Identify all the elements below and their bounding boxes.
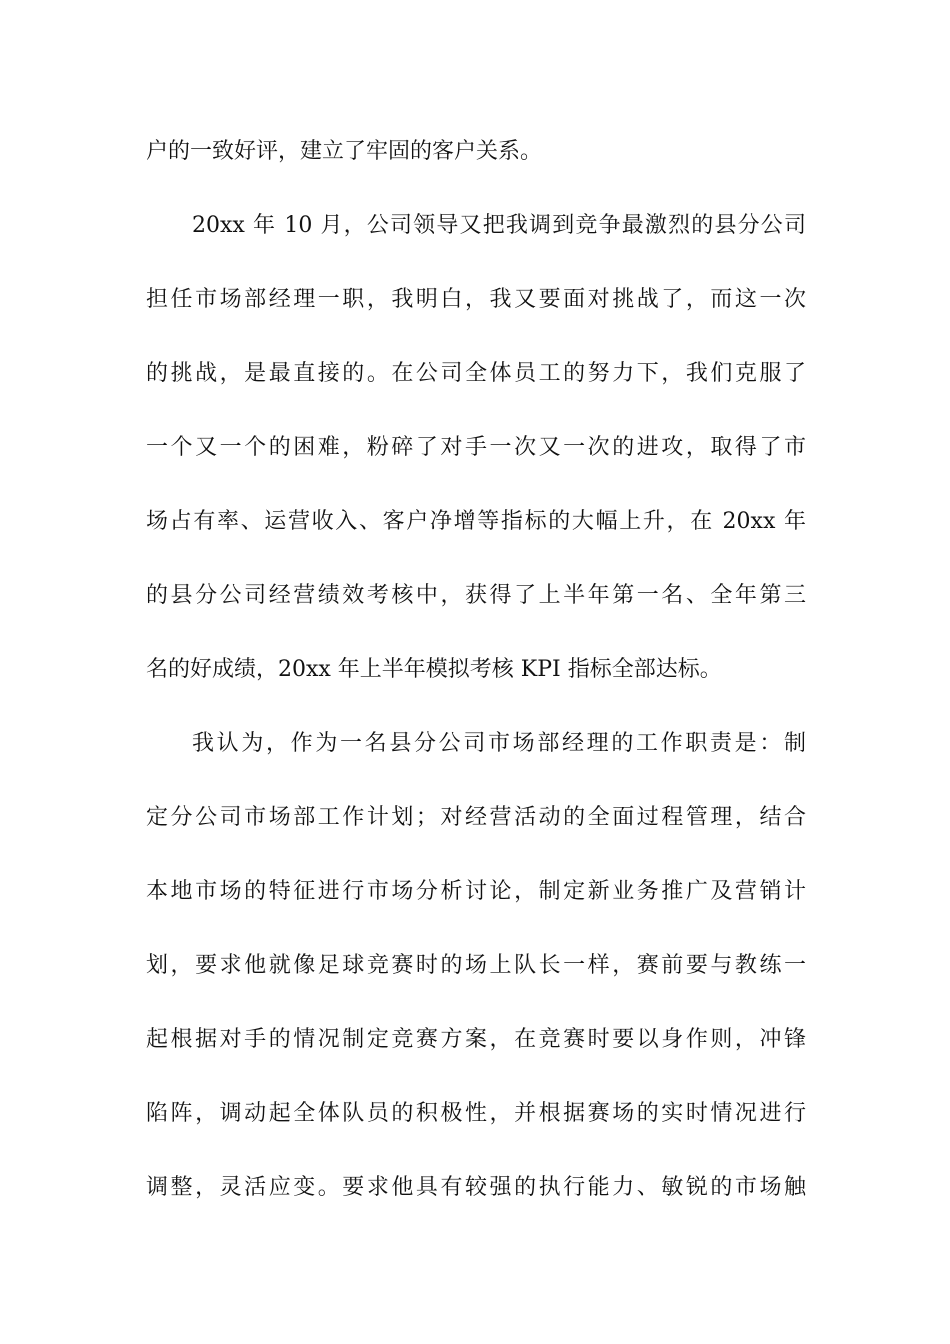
paragraph-line: 的挑战，是最直接的。在公司全体员工的努力下，我们克服了 — [146, 361, 806, 386]
paragraph-line: 20xx 年 10 月，公司领导又把我调到竞争最激烈的县分公司 — [192, 213, 806, 238]
paragraph-line: 我认为，作为一名县分公司市场部经理的工作职责是：制 — [192, 731, 806, 756]
paragraph-line: 本地市场的特征进行市场分析讨论，制定新业务推广及营销计 — [146, 879, 806, 904]
paragraph-line: 定分公司市场部工作计划；对经营活动的全面过程管理，结合 — [146, 805, 806, 830]
paragraph-line: 的县分公司经营绩效考核中，获得了上半年第一名、全年第三 — [146, 583, 806, 608]
paragraph-line: 担任市场部经理一职，我明白，我又要面对挑战了，而这一次 — [146, 287, 806, 312]
paragraph-line: 起根据对手的情况制定竞赛方案，在竞赛时要以身作则，冲锋 — [146, 1027, 806, 1052]
paragraph-line: 名的好成绩，20xx 年上半年模拟考核 KPI 指标全部达标。 — [146, 657, 722, 682]
paragraph-line: 一个又一个的困难，粉碎了对手一次又一次的进攻，取得了市 — [146, 435, 806, 460]
paragraph-line: 陷阵，调动起全体队员的积极性，并根据赛场的实时情况进行 — [146, 1101, 806, 1126]
paragraph-line: 划，要求他就像足球竞赛时的场上队长一样，赛前要与教练一 — [146, 953, 806, 978]
paragraph-line: 调整，灵活应变。要求他具有较强的执行能力、敏锐的市场触 — [146, 1175, 806, 1200]
paragraph-line: 场占有率、运营收入、客户净增等指标的大幅上升，在 20xx 年 — [146, 509, 806, 534]
paragraph-line: 户的一致好评，建立了牢固的客户关系。 — [146, 139, 543, 164]
